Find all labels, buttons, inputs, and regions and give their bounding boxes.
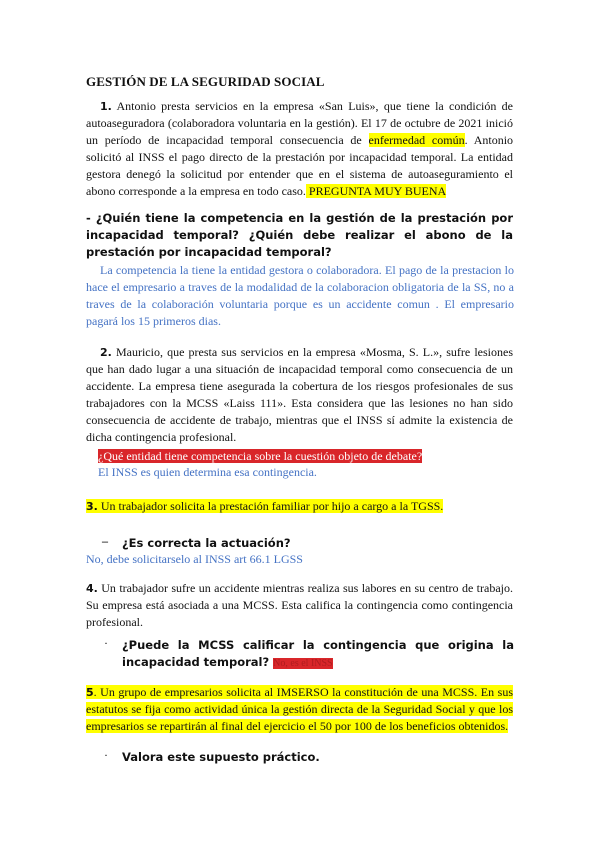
- highlight-enfermedad-comun: enfermedad común: [368, 133, 465, 147]
- case-3-question: ¿Es correcta la actuación?: [122, 536, 291, 550]
- document-title: GESTIÓN DE LA SEGURIDAD SOCIAL: [86, 74, 325, 89]
- case-3-number: 3.: [86, 500, 98, 513]
- highlight-pregunta-muy-buena: PREGUNTA MUY BUENA: [305, 184, 447, 198]
- case-4-question: ¿Puede la MCSS calificar la contingencia que origina la incapacidad temporal? No, es el INSS: [122, 638, 514, 669]
- case-1-question: - ¿Quién tiene la competencia en la gestión de la prestación por incapacidad temporal? ¿Quién debe realizar el abono de la prestación por incapacidad temporal?: [86, 211, 513, 259]
- case-4-hidden-answer: No, es el INSS: [273, 658, 333, 669]
- case-4-statement: 4. Un trabajador sufre un accidente mientras realiza sus labores en su centro de trabajo. Su empresa está asociada a una MCSS. Esta califica la contingencia como contingencia profesional.: [86, 581, 513, 629]
- case-2-number: 2.: [100, 346, 112, 359]
- case-1-statement: 1. Antonio presta servicios en la empresa «San Luis», que tiene la condición de autoaseguradora (colaboradora voluntaria en la gestión). El 17 de octubre de 2021 inició un período de incapacidad temporal consecuencia de enfermedad común. Antonio solicitó al INSS el pago directo de la prestación por incapacidad temporal. La entidad gestora denegó la solicitud por entender que en el sistema de autoaseguramiento el abono corresponde a la empresa en todo caso. PREGUNTA MUY BUENA: [86, 99, 514, 198]
- case-2-answer: El INSS es quien determina esa contingencia.: [98, 465, 317, 479]
- case-3-statement: 3. Un trabajador solicita la prestación familiar por hijo a cargo a la TGSS.: [86, 499, 444, 513]
- case-4-number: 4.: [86, 582, 98, 595]
- case-2-question: ¿Qué entidad tiene competencia sobre la cuestión objeto de debate?: [98, 449, 423, 463]
- case-5-number: 5: [86, 686, 94, 699]
- case-5-question: Valora este supuesto práctico.: [122, 750, 320, 764]
- case-3-bullet: –: [102, 534, 108, 548]
- case-1-number: 1.: [100, 100, 112, 113]
- case-1-answer: La competencia la tiene la entidad gestora o colaboradora. El pago de la prestacion lo hace el empresario a traves de la modalidad de la colaboracion obligatoria de la SS, no a traves de la colaboración voluntaria porque es un accidente comun . El empresario pagará los 15 primeros dias.: [86, 263, 514, 328]
- case-2-statement: 2. Mauricio, que presta sus servicios en la empresa «Mosma, S. L.», sufre lesiones que han dado lugar a una situación de incapacidad temporal como consecuencia de un accidente. La empresa tiene asegurada la cobertura de los riesgos profesionales de sus trabajadores con la MCSS «Laiss 111». Esta considera que las lesiones no han sido consecuencia de accidente de trabajo, mientras que el INSS sí admite la existencia de dicha contingencia profesional.: [86, 345, 513, 444]
- case-5-statement: 5. Un grupo de empresarios solicita al IMSERSO la constitución de una MCSS. En sus estatutos se fija como actividad única la gestión directa de la Seguridad Social y que los empresarios se repartirán al final del ejercicio el 50 por 100 de los beneficios obtenidos.: [86, 685, 513, 733]
- case-3-answer: No, debe solicitarselo al INSS art 66.1 LGSS: [86, 552, 303, 566]
- case-4-bullet: ·: [104, 636, 108, 650]
- case-5-bullet: ·: [104, 748, 108, 762]
